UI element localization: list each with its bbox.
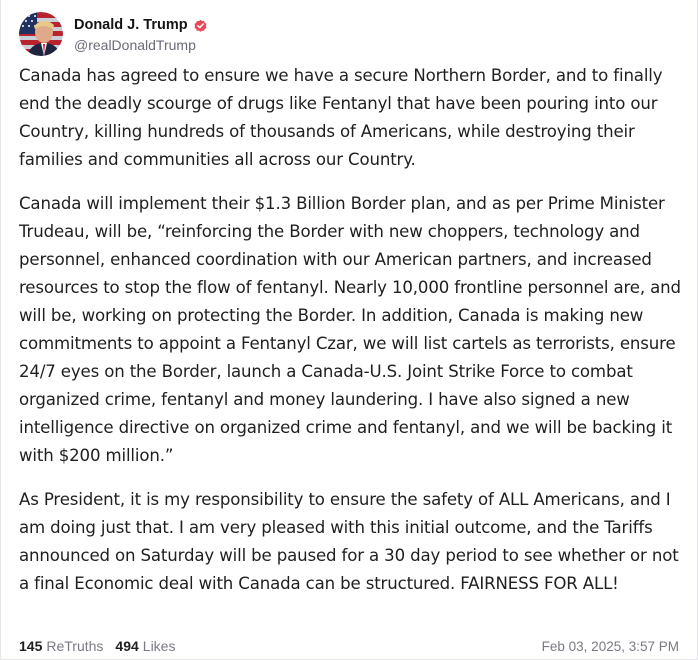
likes-count: 494 — [115, 638, 139, 654]
post-paragraph-2: Canada will implement their $1.3 Billion Border plan, and as per Prime Minister Trudeau, will be, “reinforcing the Border with new choppers, technology and personnel, enhanced coordination with our American partners, and increased resources to stop the flow of fentanyl. Nearly 10,000 frontline personnel are, and will be, working on protecting the Border. In addition, Canada is making new commitments to appoint a Fentanyl Czar, we will list cartels as terrorists, ensure 24/7 eyes on the Border, launch a Canada-U.S. Joint Strike Force to combat organized crime, fentanyl and money laundering. I have also signed a new intelligence directive on organized crime and fentanyl, and we will be backing it with $200 million.” — [19, 194, 681, 465]
likes-stat[interactable] — [115, 638, 175, 654]
retruths-label: ReTruths — [46, 638, 104, 654]
post-header — [19, 12, 208, 56]
author-info — [74, 15, 208, 53]
likes-label: Likes — [142, 638, 176, 654]
verified-badge-icon — [193, 18, 208, 33]
retruths-stat[interactable] — [19, 638, 103, 654]
avatar-portrait-icon — [19, 12, 63, 56]
author-handle[interactable]: @realDonaldTrump — [74, 37, 196, 53]
author-name-row — [74, 15, 208, 35]
post-timestamp[interactable]: Feb 03, 2025, 3:57 PM — [541, 638, 679, 654]
post-paragraph-1: Canada has agreed to ensure we have a secure Northern Border, and to finally end the deadly scourge of drugs like Fentanyl that have been pouring into our Country, killing hundreds of thousands of Americans, while destroying their families and communities all across our Country. — [19, 66, 663, 169]
retruths-count: 145 — [19, 638, 43, 654]
avatar[interactable] — [19, 12, 63, 56]
post-footer — [19, 636, 679, 656]
post-paragraph-3: As President, it is my responsibility to ensure the safety of ALL Americans, and I am doing just that. I am very pleased with this initial outcome, and the Tariffs announced on Saturday will be paused for a 30 day period to see whether or not a final Economic deal with Canada can be structured. FAIRNESS FOR ALL! — [19, 490, 679, 593]
post-content — [19, 62, 684, 614]
author-display-name[interactable]: Donald J. Trump — [74, 17, 188, 33]
post-stats — [19, 638, 187, 654]
